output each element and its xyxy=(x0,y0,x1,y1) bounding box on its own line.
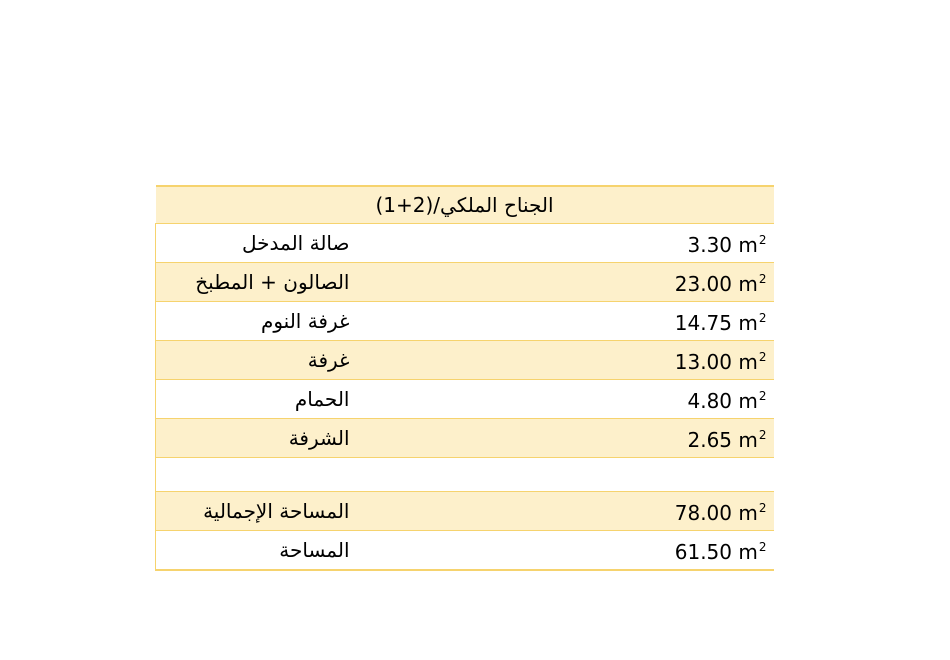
area-number: 14.75 xyxy=(674,311,733,335)
area-number: 23.00 xyxy=(674,272,733,296)
table-row-total xyxy=(156,492,774,531)
area-number: 61.50 xyxy=(674,540,733,564)
area-unit-power: 2 xyxy=(758,272,767,286)
area-unit: m xyxy=(738,350,758,374)
net-area-value xyxy=(356,531,774,571)
area-unit: m xyxy=(738,311,758,335)
area-unit: m xyxy=(738,233,758,257)
area-unit: m xyxy=(738,540,758,564)
table-row xyxy=(156,263,774,302)
area-value xyxy=(356,419,774,458)
table-row-net xyxy=(156,531,774,571)
table-row xyxy=(156,419,774,458)
area-unit-power: 2 xyxy=(758,428,767,442)
area-number: 2.65 xyxy=(687,428,733,452)
area-unit: m xyxy=(738,501,758,525)
room-label: الحمام xyxy=(156,380,356,419)
area-value xyxy=(356,224,774,263)
total-area-value xyxy=(356,492,774,531)
room-label: صالة المدخل xyxy=(156,224,356,263)
table-title: الجناح الملكي/(2+1) xyxy=(156,186,774,224)
area-unit-power: 2 xyxy=(758,389,767,403)
area-unit: m xyxy=(738,272,758,296)
area-number: 78.00 xyxy=(674,501,733,525)
area-value xyxy=(356,302,774,341)
area-unit-power: 2 xyxy=(758,311,767,325)
table-row xyxy=(156,341,774,380)
table-row xyxy=(156,224,774,263)
room-label xyxy=(156,458,356,492)
table-title-row xyxy=(156,186,774,224)
area-unit-power: 2 xyxy=(758,540,767,554)
area-value xyxy=(356,263,774,302)
area-value xyxy=(356,458,774,492)
area-table xyxy=(155,185,774,571)
area-unit-power: 2 xyxy=(758,233,767,247)
total-area-label: المساحة الإجمالية xyxy=(156,492,356,531)
area-value xyxy=(356,341,774,380)
room-label: غرفة النوم xyxy=(156,302,356,341)
room-label: الصالون + المطبخ xyxy=(156,263,356,302)
area-unit: m xyxy=(738,389,758,413)
area-unit: m xyxy=(738,428,758,452)
table-row-empty xyxy=(156,458,774,492)
room-label: الشرفة xyxy=(156,419,356,458)
table-row xyxy=(156,302,774,341)
area-number: 13.00 xyxy=(674,350,733,374)
area-unit-power: 2 xyxy=(758,350,767,364)
area-value xyxy=(356,380,774,419)
table-row xyxy=(156,380,774,419)
net-area-label: المساحة xyxy=(156,531,356,571)
area-number: 4.80 xyxy=(687,389,733,413)
room-label: غرفة xyxy=(156,341,356,380)
area-unit-power: 2 xyxy=(758,501,767,515)
area-number: 3.30 xyxy=(687,233,733,257)
